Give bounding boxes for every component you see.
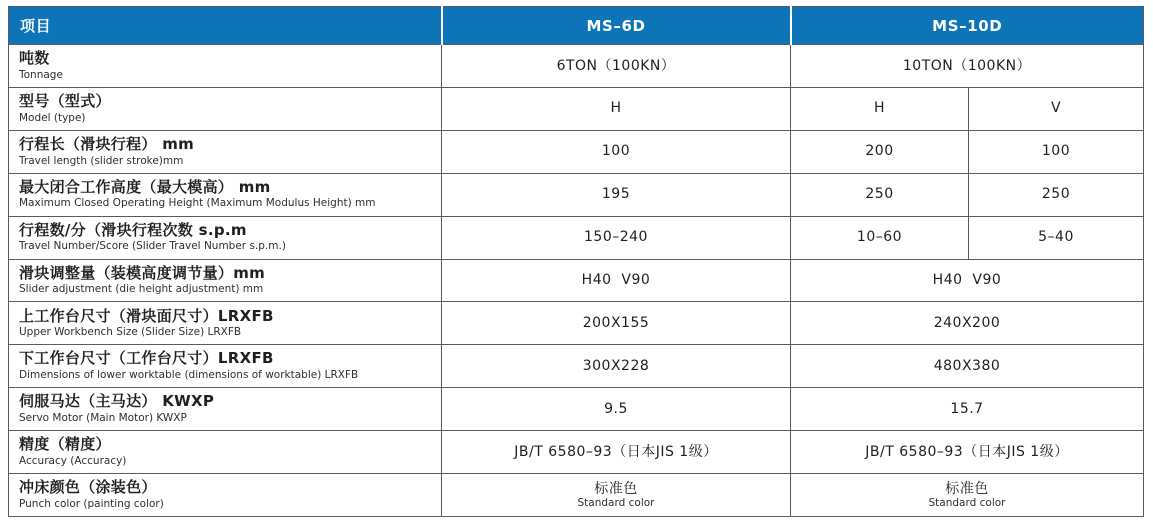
table-row [9, 474, 1144, 517]
value-text: 150–240 [584, 229, 648, 246]
table-row [9, 216, 1144, 259]
value-cell-ms6d [442, 302, 791, 345]
row-label-en: Upper Workbench Size (Slider Size) LRXFB [19, 326, 242, 339]
value-cell-ms6d [442, 474, 791, 517]
table-row [9, 130, 1144, 173]
value-subtext: Standard color [928, 496, 1006, 509]
row-label-en: Dimensions of lower worktable (dimensions of worktable) LRXFB [19, 369, 359, 382]
row-label-cell [9, 130, 442, 173]
column-header-ms6d: MS–6D [442, 7, 791, 45]
row-label-en: Servo Motor (Main Motor) KWXP [19, 412, 187, 425]
row-label-cell [9, 388, 442, 431]
value-cell-ms10d-h [791, 216, 969, 259]
value-text: H40 V90 [932, 272, 1002, 289]
row-label-en: Accuracy (Accuracy) [19, 454, 127, 467]
value-cell-ms6d [442, 216, 791, 259]
value-cell-ms10d [791, 474, 1144, 517]
value-text: 5–40 [1038, 229, 1074, 246]
value-cell-ms6d [442, 45, 791, 88]
row-label-cell [9, 45, 442, 88]
value-text: 标准色 [594, 480, 638, 497]
value-text: 15.7 [950, 400, 984, 417]
table-row [9, 87, 1144, 130]
value-text: H [873, 100, 886, 117]
row-label-zh: 上工作台尺寸（滑块面尺寸）LRXFB [19, 306, 274, 325]
table-row [9, 302, 1144, 345]
row-label-en: Travel Number/Score (Slider Travel Number s.p.m.) [19, 240, 286, 253]
row-label-cell [9, 474, 442, 517]
row-label-zh: 吨数 [19, 49, 50, 68]
row-label-zh: 伺服马达（主马达） KWXP [19, 392, 215, 411]
table-row [9, 345, 1144, 388]
value-cell-ms6d [442, 173, 791, 216]
value-text: 240X200 [933, 314, 1001, 331]
value-text: 10–60 [856, 229, 903, 246]
value-text: 6TON（100KN） [556, 57, 676, 74]
value-cell-ms10d-v [969, 216, 1144, 259]
value-cell-ms6d [442, 130, 791, 173]
row-label-en: Punch color (painting color) [19, 497, 164, 510]
spec-table-body [9, 45, 1144, 517]
value-cell-ms10d-h [791, 87, 969, 130]
value-text: 200X155 [582, 314, 650, 331]
table-row [9, 259, 1144, 302]
value-cell-ms10d-h [791, 173, 969, 216]
row-label-zh: 行程数/分（滑块行程次数 s.p.m [19, 220, 247, 239]
value-text: 250 [865, 186, 894, 203]
value-text: V [1050, 100, 1062, 117]
table-row [9, 431, 1144, 474]
value-text: JB/T 6580–93（日本JIS 1级） [514, 443, 718, 460]
table-row [9, 45, 1144, 88]
value-text: 480X380 [933, 357, 1001, 374]
value-text: JB/T 6580–93（日本JIS 1级） [865, 443, 1069, 460]
value-cell-ms10d-v [969, 87, 1144, 130]
row-label-zh: 滑块调整量（装模高度调节量）mm [19, 263, 266, 282]
row-label-zh: 行程长（滑块行程） mm [19, 134, 195, 153]
value-cell-ms10d-h [791, 130, 969, 173]
value-cell-ms6d [442, 345, 791, 388]
header-row [9, 7, 1144, 45]
row-label-cell [9, 345, 442, 388]
row-label-en: Travel length (slider stroke)mm [19, 154, 184, 167]
value-cell-ms10d [791, 259, 1144, 302]
value-cell-ms10d [791, 345, 1144, 388]
value-cell-ms10d-v [969, 130, 1144, 173]
value-text: H40 V90 [581, 272, 651, 289]
row-label-cell [9, 173, 442, 216]
row-label-zh: 下工作台尺寸（工作台尺寸）LRXFB [19, 349, 274, 368]
value-cell-ms10d [791, 302, 1144, 345]
value-cell-ms6d [442, 388, 791, 431]
value-subtext: Standard color [577, 496, 655, 509]
value-cell-ms10d [791, 388, 1144, 431]
row-label-zh: 型号（型式） [19, 91, 111, 110]
value-cell-ms6d [442, 431, 791, 474]
table-row [9, 173, 1144, 216]
row-label-en: Slider adjustment (die height adjustment) mm [19, 283, 264, 296]
row-label-zh: 冲床颜色（涂装色） [19, 478, 157, 497]
value-cell-ms6d [442, 87, 791, 130]
value-text: 300X228 [582, 357, 650, 374]
value-text: 100 [1041, 143, 1071, 160]
value-text: 10TON（100KN） [902, 57, 1032, 74]
value-text: 9.5 [604, 400, 628, 417]
spec-table [8, 6, 1144, 517]
column-header-ms10d: MS–10D [791, 7, 1144, 45]
row-label-en: Tonnage [19, 68, 63, 81]
table-row [9, 388, 1144, 431]
row-label-en: Model (type) [19, 111, 86, 124]
value-text: H [610, 100, 622, 117]
value-text: 标准色 [945, 480, 989, 497]
value-text: 200 [865, 143, 894, 160]
value-text: 100 [601, 143, 631, 160]
row-label-cell [9, 431, 442, 474]
value-text: 195 [601, 186, 631, 203]
row-label-cell [9, 259, 442, 302]
row-label-zh: 最大闭合工作高度（最大模高） mm [19, 177, 271, 196]
row-label-cell [9, 87, 442, 130]
value-cell-ms10d-v [969, 173, 1144, 216]
value-cell-ms10d [791, 431, 1144, 474]
value-cell-ms10d [791, 45, 1144, 88]
row-label-zh: 精度（精度） [19, 435, 111, 454]
value-cell-ms6d [442, 259, 791, 302]
column-header-item: 项目 [9, 7, 442, 45]
row-label-cell [9, 302, 442, 345]
value-text: 250 [1041, 186, 1071, 203]
row-label-cell [9, 216, 442, 259]
row-label-en: Maximum Closed Operating Height (Maximum Modulus Height) mm [19, 197, 376, 210]
